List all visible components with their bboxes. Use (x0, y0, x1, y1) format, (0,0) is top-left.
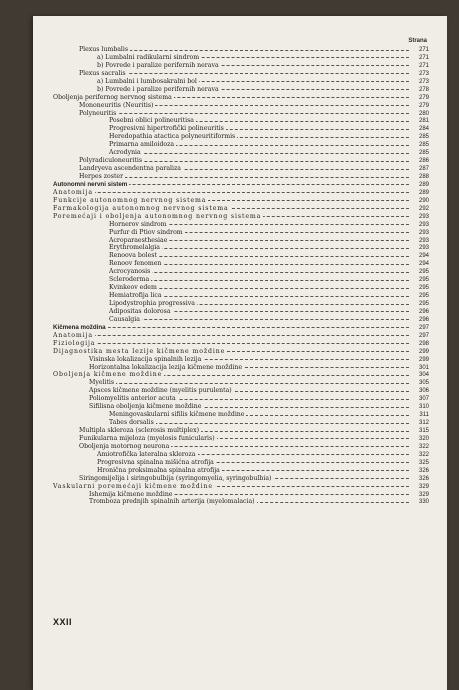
toc-entry-title: Tromboza prednjih spinalnih arterija (myelomalacia) (89, 498, 255, 506)
dot-leader (53, 343, 409, 344)
toc-entry (33, 491, 447, 499)
toc-entry (33, 340, 447, 348)
toc-entry-page: 329 (418, 491, 429, 498)
book-page (33, 16, 447, 690)
toc-entry-page: 330 (418, 499, 429, 506)
toc-entry-page: 301 (418, 364, 429, 371)
toc-entry-title: Progresivni hipertrofički polineuritis (109, 125, 224, 133)
toc-entry-page: 285 (418, 142, 429, 149)
toc-entry-title: Heredopathia atactica polyneuritiformis (109, 133, 236, 141)
toc-entry-page: 326 (418, 475, 429, 482)
toc-entry-title: Visinska lokalizacija spinalnih lezija (89, 355, 202, 363)
dot-leader (109, 153, 409, 154)
toc-entry-title: Kvinkeov edem (109, 284, 157, 292)
toc-entry-page: 288 (418, 174, 429, 180)
toc-entry (33, 427, 447, 435)
toc-entry (33, 260, 447, 268)
toc-entry-page: 307 (418, 396, 429, 403)
toc-entry-page: 304 (418, 372, 429, 379)
toc-entry (33, 371, 447, 379)
toc-entry (33, 284, 447, 292)
toc-entry-title: Apsces kičmene moždine (myelitis purulenta) (89, 387, 232, 395)
toc-entry-title: Amiotrofička lateralna skleroza (97, 450, 196, 458)
toc-entry (33, 157, 447, 165)
toc-entry-page: 329 (418, 483, 429, 490)
toc-entry (33, 483, 447, 491)
toc-entry-page: 286 (418, 158, 429, 165)
toc-entry-page: 325 (418, 459, 429, 466)
toc-entry (33, 387, 447, 395)
toc-entry (33, 221, 447, 229)
toc-entry-title: Plexus sacralis (79, 69, 126, 77)
toc-entry-page: 310 (418, 404, 429, 411)
toc-entry-title: b) Povrede i paralize perifernih nerava (97, 61, 219, 69)
toc-entry-page: 295 (418, 301, 429, 307)
dot-leader (53, 335, 409, 336)
toc-entry-page: 279 (418, 102, 429, 109)
toc-entry-title: Oboljenja perifernog nervnog sistema (53, 93, 172, 101)
toc-entry-page: 326 (418, 467, 429, 474)
toc-entry (33, 133, 447, 141)
toc-entry (33, 70, 447, 78)
toc-entry-page: 280 (418, 110, 429, 117)
toc-entry-page: 297 (418, 332, 429, 339)
toc-entry-title: Multipla skleroza (sclerosis multiplex) (79, 427, 200, 434)
dot-leader (79, 73, 409, 74)
toc-entry-page: 306 (418, 388, 429, 395)
toc-entry-title: Funkcije autonomnog nervnog sistema (53, 196, 207, 204)
toc-entry-title: a) Lumbalni i lumbosakralni bol (97, 77, 197, 85)
toc-entry (33, 102, 447, 110)
toc-entry-title: Autonomni nervni sistem (53, 180, 128, 188)
toc-entry-page: 315 (418, 428, 429, 434)
toc-entry-page: 297 (418, 324, 429, 331)
toc-entry-title: Horizontalna lokalizacija lezija kičmene moždine (89, 363, 243, 371)
toc-entry-title: Kičmena moždina (53, 323, 106, 331)
toc-entry (33, 316, 447, 324)
toc-entry (33, 229, 447, 237)
toc-entry-page: 322 (418, 443, 429, 450)
toc-entry-page: 289 (418, 189, 429, 196)
toc-entry-title: Poliomyelitis anterior acuta (89, 395, 176, 403)
toc-entry (33, 141, 447, 149)
toc-entry (33, 459, 447, 467)
toc-entry-title: a) Lumbalni radikularni sindrom (97, 53, 200, 61)
toc-entry-title: Polyneuritis (79, 109, 117, 117)
toc-entry-title: Anatomija (53, 188, 93, 196)
toc-entry-page: 278 (418, 86, 429, 93)
toc-entry-page: 273 (418, 78, 429, 85)
toc-entry (33, 324, 447, 332)
toc-entry (33, 379, 447, 387)
toc-entry-title: Lipodystrophia progressiva (109, 300, 195, 307)
toc-entry-page: 284 (418, 126, 429, 133)
toc-entry (33, 244, 447, 252)
toc-entry-title: Funikularna mijeloza (myelosis funicularis) (79, 434, 215, 442)
toc-entry-page: 299 (418, 348, 429, 355)
toc-entry-page: 311 (419, 412, 429, 419)
toc-entry (33, 125, 447, 133)
toc-entry (33, 419, 447, 427)
toc-entry-page: 271 (418, 47, 429, 53)
toc-entry-page: 293 (418, 245, 429, 252)
dot-leader (89, 383, 409, 384)
toc-entry-title: Herpes zoster (79, 173, 124, 180)
toc-entry-title: Erythromelalgia (109, 244, 160, 252)
toc-entry-title: Acrocyanosis (109, 268, 151, 276)
toc-entry (33, 411, 447, 419)
toc-entry-title: Polyradiculoneuritis (79, 157, 143, 165)
toc-entry (33, 276, 447, 284)
toc-entry-title: Meningovaskularni sifilis kičmene moždine (109, 411, 245, 419)
toc-entry (33, 86, 447, 94)
toc-entry (33, 356, 447, 364)
toc-entry (33, 94, 447, 102)
toc-entry-page: 289 (418, 181, 429, 188)
toc-entry-page: 294 (418, 261, 429, 268)
toc-entry (33, 197, 447, 205)
toc-entry (33, 189, 447, 197)
toc-entry (33, 475, 447, 483)
dot-leader (79, 177, 409, 178)
toc-entry-page: 322 (418, 451, 429, 458)
toc-entry (33, 149, 447, 157)
toc-entry-title: Adipositas dolorosa (109, 307, 171, 315)
toc-entry-title: Tabes dorsalis (109, 419, 154, 427)
toc-entry-title: Causalgia (109, 315, 140, 323)
toc-entry-title: Acroparaesthesiae (109, 236, 168, 244)
page-number-roman: XXII (53, 617, 73, 627)
toc-entry (33, 364, 447, 372)
toc-entry (33, 451, 447, 459)
toc-entry (33, 395, 447, 403)
toc-entry-page: 295 (418, 277, 429, 284)
toc-entry (33, 117, 447, 125)
toc-entry (33, 62, 447, 70)
toc-entry (33, 443, 447, 451)
toc-entry-title: Renoova bolest (109, 252, 157, 260)
toc-entry-title: Renoov fenomen (109, 260, 162, 268)
toc-entry (33, 213, 447, 221)
toc-entry (33, 348, 447, 356)
toc-entry (33, 110, 447, 118)
toc-entry (33, 467, 447, 475)
toc-entry-page: 294 (418, 253, 429, 260)
table-of-contents (33, 46, 447, 506)
toc-entry (33, 498, 447, 506)
toc-entry-page: 293 (418, 229, 429, 236)
toc-entry (33, 292, 447, 300)
toc-entry-title: Progresivna spinalna mišićna atrofija (97, 458, 214, 466)
toc-entry (33, 173, 447, 181)
toc-entry-page: 292 (418, 205, 429, 212)
toc-entry-title: Oboljenja kičmene moždine (53, 371, 163, 379)
toc-entry-page: 285 (418, 134, 429, 141)
toc-entry-title: Farmakologija autonomnog nervnog sistema (53, 204, 229, 212)
toc-entry-title: Myelitis (89, 379, 115, 387)
toc-entry-page: 271 (418, 62, 429, 69)
toc-entry-title: Mononeuritis (Neuritis) (79, 101, 154, 109)
toc-entry-page: 312 (418, 420, 429, 427)
toc-entry-title: Siringomijelija i siringobulbija (syringomyelia, syringobulbia) (79, 474, 272, 482)
toc-entry-title: Poremećaji i oboljenja autonomnog nervnog sistema (53, 212, 262, 220)
toc-entry-page: 298 (418, 340, 429, 347)
toc-entry-page: 290 (418, 197, 429, 204)
dot-leader (109, 319, 409, 320)
toc-entry-title: Hornerov sindrom (109, 220, 167, 228)
toc-entry-page: 293 (418, 221, 429, 228)
toc-entry-title: Ishemija kičmene moždine (89, 490, 173, 498)
toc-entry (33, 54, 447, 62)
toc-entry-page: 296 (418, 316, 429, 323)
toc-entry-title: Acrodynia (109, 149, 141, 157)
dot-leader (109, 272, 409, 273)
toc-entry-page: 293 (418, 237, 429, 244)
page-column-header: Strana (408, 38, 427, 44)
toc-entry-title: Anatomija (53, 331, 93, 339)
toc-entry-title: b) Povrede i paralize perifernih nerava (97, 85, 219, 93)
toc-entry-page: 299 (418, 356, 429, 363)
toc-entry-title: Vaskularni poremećaji kičmene moždine (53, 482, 213, 490)
toc-entry (33, 237, 447, 245)
toc-entry-title: Sifilisna oboljenja kičmene moždine (89, 403, 202, 411)
toc-entry-title: Hemiatrofija lica (109, 292, 162, 300)
toc-entry-page: 271 (418, 54, 429, 61)
toc-entry-title: Scleroderma (109, 276, 150, 284)
toc-entry (33, 332, 447, 340)
toc-entry-title: Primarna amiloidoza (109, 141, 175, 149)
toc-entry (33, 252, 447, 260)
toc-entry-title: Oboljenja motornog neurona (79, 442, 170, 450)
dot-leader (79, 113, 409, 114)
toc-entry (33, 181, 447, 189)
toc-entry-title: Purfur di Ptiov sindrom (109, 228, 183, 236)
toc-entry-page: 320 (418, 435, 429, 442)
toc-entry-title: Plexus lumbalis (79, 46, 129, 53)
toc-entry (33, 46, 447, 54)
toc-entry-page: 281 (418, 118, 429, 125)
toc-entry-title: Fiziologija (53, 339, 96, 347)
toc-entry (33, 435, 447, 443)
toc-entry-page: 279 (418, 94, 429, 101)
toc-entry-page: 295 (418, 285, 429, 292)
toc-entry (33, 308, 447, 316)
toc-entry-page: 295 (418, 293, 429, 300)
toc-entry (33, 403, 447, 411)
toc-entry (33, 300, 447, 308)
toc-entry (33, 165, 447, 173)
toc-entry-title: Hronična proksimalna spinalna atrofija (97, 466, 220, 474)
dot-leader (109, 280, 409, 281)
dot-leader (53, 192, 409, 193)
toc-entry-page: 287 (418, 166, 429, 173)
toc-entry-title: Landryeva ascendentna paraliza (79, 165, 181, 173)
toc-entry (33, 205, 447, 213)
toc-entry-title: Posebni oblici polineuritisa (109, 117, 194, 125)
toc-entry (33, 268, 447, 276)
toc-entry-page: 296 (418, 308, 429, 315)
toc-entry (33, 78, 447, 86)
toc-entry-page: 285 (418, 150, 429, 157)
toc-entry-page: 273 (418, 70, 429, 77)
toc-entry-page: 305 (418, 380, 429, 387)
toc-entry-page: 295 (418, 269, 429, 276)
toc-entry-title: Dijagnostika mesta lezije kičmene moždine (53, 347, 226, 355)
toc-entry-page: 293 (418, 213, 429, 220)
